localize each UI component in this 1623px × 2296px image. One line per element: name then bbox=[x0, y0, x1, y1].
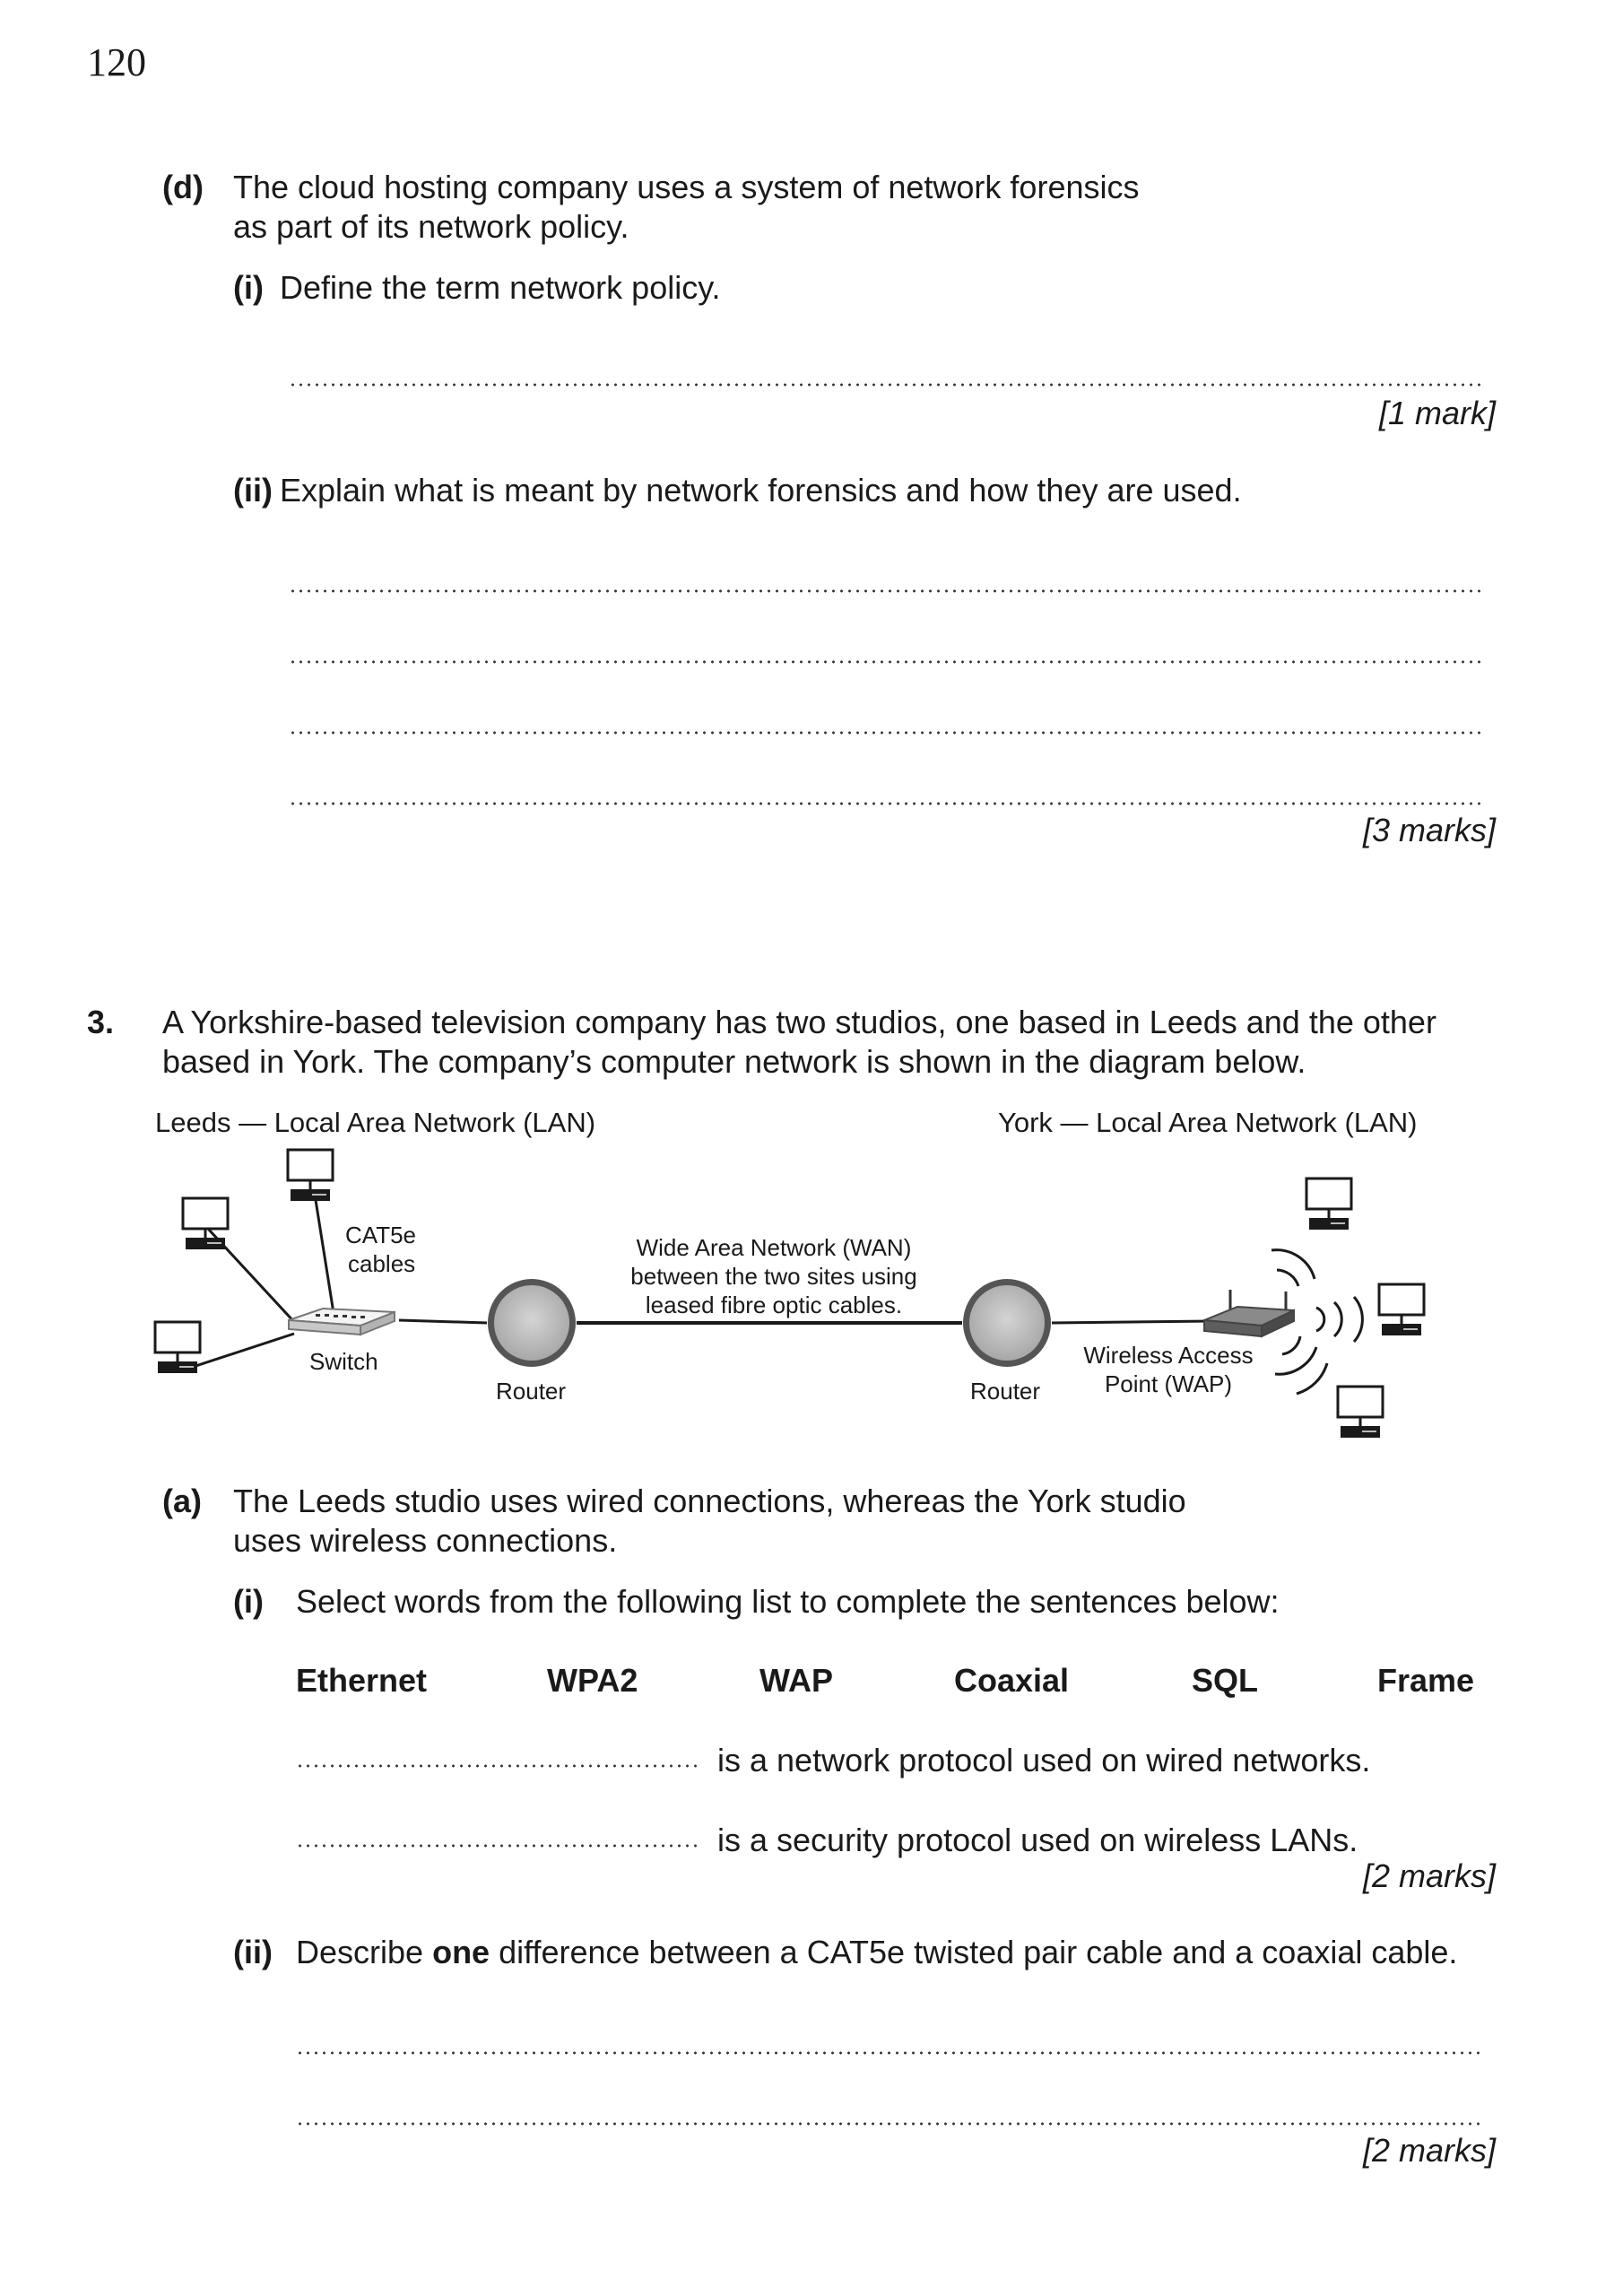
word-option-wap: WAP bbox=[759, 1662, 834, 1699]
word-option-wpa2: WPA2 bbox=[547, 1662, 638, 1699]
answer-line[interactable] bbox=[289, 801, 1485, 806]
q2d-i-label: (i) bbox=[233, 269, 264, 306]
q3a-i-text: Select words from the following list to complete the sentences below: bbox=[296, 1583, 1280, 1620]
router-left-label: Router bbox=[496, 1378, 567, 1405]
wireless-access-point-icon bbox=[1204, 1290, 1294, 1336]
q3a-i-label: (i) bbox=[233, 1583, 264, 1620]
router-right-label: Router bbox=[970, 1378, 1041, 1405]
cat5e-label-line1: CAT5e bbox=[345, 1222, 416, 1248]
router-icon bbox=[488, 1279, 576, 1367]
q3a-label: (a) bbox=[162, 1483, 202, 1519]
switch-icon bbox=[289, 1309, 395, 1335]
computer-icon bbox=[288, 1150, 333, 1201]
router-icon bbox=[963, 1279, 1051, 1367]
wap-label-line2: Point (WAP) bbox=[1104, 1370, 1233, 1397]
answer-line[interactable] bbox=[289, 382, 1485, 387]
q3a-i-sentence2: is a security protocol used on wireless LANs. bbox=[717, 1822, 1358, 1858]
computer-icon bbox=[1379, 1284, 1424, 1335]
york-cable bbox=[1052, 1321, 1212, 1323]
word-option-ethernet: Ethernet bbox=[296, 1662, 428, 1699]
q3a-ii-text-pre: Describe bbox=[296, 1934, 424, 1970]
word-option-sql: SQL bbox=[1192, 1662, 1259, 1699]
q2d-text-line1: The cloud hosting company uses a system of network forensics bbox=[233, 169, 1140, 205]
q2d-i-text: Define the term network policy. bbox=[280, 269, 721, 306]
answer-blank[interactable] bbox=[296, 1843, 699, 1848]
q3a-i-sentence1: is a network protocol used on wired networks. bbox=[717, 1742, 1371, 1779]
computer-icon bbox=[1306, 1178, 1351, 1230]
q3a-text-line2: uses wireless connections. bbox=[233, 1522, 618, 1559]
q3a-i-marks: [2 marks] bbox=[1362, 1857, 1496, 1894]
york-lan-title: York — Local Area Network (LAN) bbox=[998, 1107, 1418, 1138]
q2d-ii-marks: [3 marks] bbox=[1362, 812, 1496, 848]
q3-text-line2: based in York. The company’s computer network is shown in the diagram below. bbox=[162, 1043, 1306, 1080]
q3a-text-line1: The Leeds studio uses wired connections, whereas the York studio bbox=[233, 1483, 1186, 1519]
q3-text-line1: A Yorkshire-based television company has two studios, one based in Leeds and the other bbox=[162, 1004, 1436, 1040]
computer-icon bbox=[1338, 1387, 1383, 1438]
word-option-frame: Frame bbox=[1377, 1662, 1475, 1699]
q3a-ii-text-post: difference between a CAT5e twisted pair cable and a coaxial cable. bbox=[499, 1934, 1458, 1970]
computer-icon bbox=[183, 1198, 228, 1249]
q3a-ii-label: (ii) bbox=[233, 1934, 273, 1970]
word-option-coaxial: Coaxial bbox=[954, 1662, 1070, 1699]
q3a-ii-marks: [2 marks] bbox=[1362, 2132, 1496, 2169]
q3a-ii-text-bold: one bbox=[432, 1934, 490, 1970]
q2d-i-marks: [1 mark] bbox=[1378, 395, 1496, 431]
answer-line[interactable] bbox=[289, 730, 1485, 735]
q3-number: 3. bbox=[87, 1004, 115, 1040]
q2d-label: (d) bbox=[162, 169, 204, 205]
wan-label-line2: between the two sites using bbox=[630, 1263, 917, 1290]
q2d-text-line2: as part of its network policy. bbox=[233, 208, 629, 245]
answer-line[interactable] bbox=[296, 2050, 1485, 2056]
wap-label-line1: Wireless Access bbox=[1083, 1342, 1254, 1369]
network-diagram bbox=[0, 1094, 1623, 1471]
leeds-lan-title: Leeds — Local Area Network (LAN) bbox=[155, 1107, 596, 1138]
page-number: 120 bbox=[87, 40, 146, 84]
answer-line[interactable] bbox=[289, 588, 1485, 594]
wan-label-line3: leased fibre optic cables. bbox=[645, 1292, 903, 1318]
answer-line[interactable] bbox=[296, 2121, 1485, 2126]
cat5e-label-line2: cables bbox=[348, 1250, 416, 1277]
answer-line[interactable] bbox=[289, 659, 1485, 665]
q2d-ii-label: (ii) bbox=[233, 472, 273, 509]
q3a-ii-text bbox=[296, 1933, 1457, 1972]
computer-icon bbox=[155, 1322, 200, 1373]
wan-label-line1: Wide Area Network (WAN) bbox=[636, 1234, 912, 1261]
switch-label: Switch bbox=[309, 1348, 378, 1375]
q2d-ii-text: Explain what is meant by network forensics and how they are used. bbox=[280, 472, 1242, 509]
answer-blank[interactable] bbox=[296, 1763, 699, 1769]
